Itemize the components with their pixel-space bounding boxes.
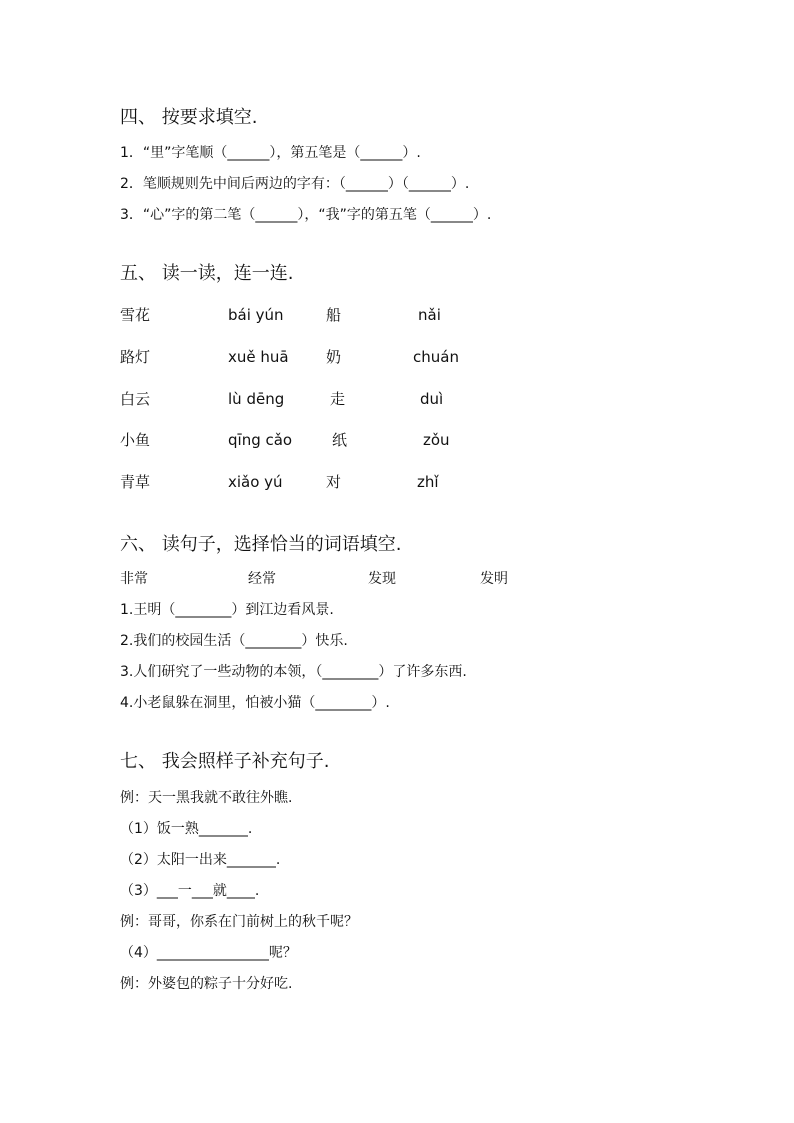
word-cell: 雪花: [120, 306, 151, 324]
char-pinyin-cell: chuán: [413, 348, 459, 366]
section-4-item-2: 2．笔顺规则先中间后两边的字有：（______）（______）.: [120, 176, 470, 192]
pinyin-cell: xiǎo yú: [228, 473, 283, 491]
word-cell: 白云: [120, 390, 151, 408]
section-6-item-4: 4.小老鼠躲在洞里，怕被小猫（________）.: [120, 695, 390, 711]
exercise-line: （3）___一___就____.: [120, 883, 260, 899]
pinyin-cell: bái yún: [228, 306, 284, 324]
char-pinyin-cell: duì: [420, 390, 444, 408]
section-7-title: 七、 我会照样子补充句子.: [120, 751, 330, 772]
char-pinyin-cell: nǎi: [418, 306, 441, 324]
char-pinyin-cell: zǒu: [423, 431, 450, 449]
example-line: 例：哥哥，你系在门前树上的秋千呢？: [120, 914, 358, 930]
word-cell: 小鱼: [120, 431, 151, 449]
exercise-line: （4）________________呢？: [120, 945, 297, 961]
char-cell: 走: [330, 390, 346, 408]
word-cell: 路灯: [120, 348, 151, 366]
section-4-title: 四、 按要求填空.: [120, 107, 258, 128]
char-pinyin-cell: zhǐ: [417, 473, 439, 491]
section-4-item-3: 3．“心”字的第二笔（______），“我”字的第五笔（______）.: [120, 207, 492, 223]
exercise-line: （2）太阳一出来_______.: [120, 852, 281, 868]
section-6-item-1: 1.王明（________）到江边看风景.: [120, 602, 334, 618]
pinyin-cell: xuě huā: [228, 348, 289, 366]
exercise-line: （1）饭一熟_______.: [120, 821, 253, 837]
section-4-item-1: 1．“里”字笔顺（______），第五笔是（______）.: [120, 145, 421, 161]
word-cell: 青草: [120, 473, 151, 491]
char-cell: 纸: [332, 431, 348, 449]
example-line: 例：天一黑我就不敢往外瞧.: [120, 790, 293, 806]
pinyin-cell: lù dēng: [228, 390, 285, 408]
word-choice: 经常: [248, 571, 276, 587]
pinyin-cell: qīng cǎo: [228, 431, 293, 449]
section-5-title: 五、 读一读，连一连.: [120, 263, 294, 284]
example-line: 例：外婆包的粽子十分好吃.: [120, 976, 293, 992]
word-choice: 发明: [480, 571, 508, 587]
char-cell: 船: [326, 306, 342, 324]
section-6-item-3: 3.人们研究了一些动物的本领，（________）了许多东西.: [120, 664, 467, 680]
section-6-item-2: 2.我们的校园生活（________）快乐.: [120, 633, 348, 649]
word-choice: 发现: [368, 571, 396, 587]
char-cell: 奶: [326, 348, 342, 366]
word-choice: 非常: [120, 571, 148, 587]
char-cell: 对: [326, 473, 342, 491]
section-6-title: 六、 读句子，选择恰当的词语填空.: [120, 534, 402, 555]
